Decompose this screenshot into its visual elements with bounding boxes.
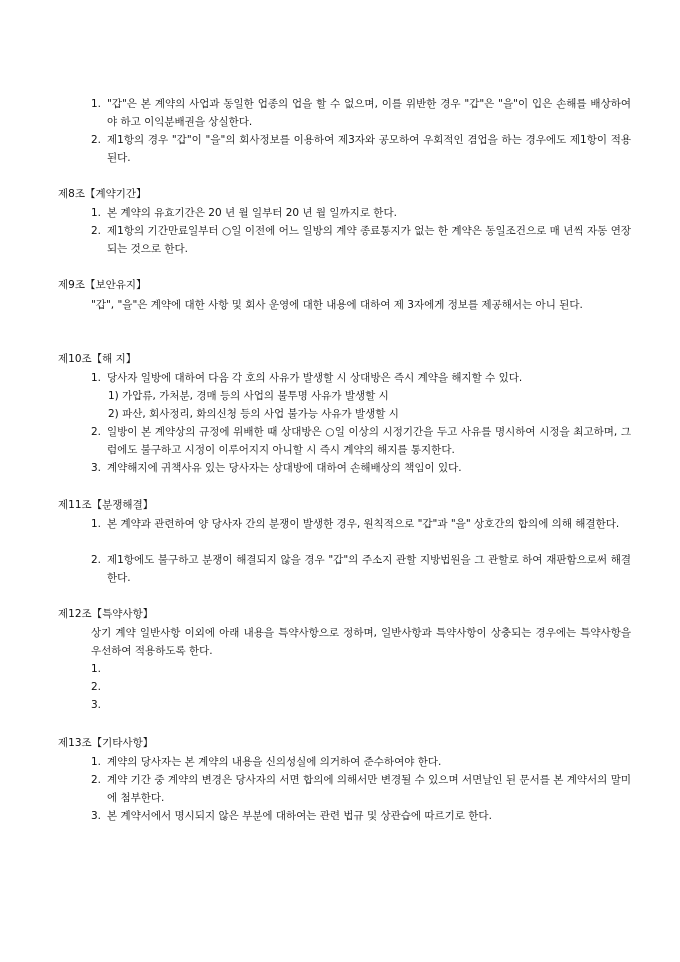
clause-text: 제1항에도 불구하고 분쟁이 해결되지 않을 경우 "갑"의 주소지 관할 지방법원을 그 관할로 하여 재판함으로써 해결한다.	[107, 554, 631, 584]
clause-text: 제1항의 경우 "갑"이 "을"의 회사정보를 이용하여 제3자와 공모하여 우회적인 겸업을 하는 경우에도 제1항이 적용된다.	[107, 134, 631, 164]
article-10-heading: 제10조【해 지】	[58, 353, 137, 365]
article-13-heading: 제13조【기타사항】	[58, 737, 154, 749]
clause-number: 3.	[91, 810, 102, 822]
clause-text: 본 계약의 유효기간은 20 년 월 일부터 20 년 월 일까지로 한다.	[107, 207, 397, 219]
clause-number: 2.	[91, 225, 102, 237]
sub-clause-item: 1) 가압류, 가처분, 경매 등의 사업의 불투명 사유가 발생할 시	[108, 390, 389, 402]
clause-item	[91, 222, 631, 258]
article-11-heading: 제11조【분쟁해결】	[58, 499, 154, 511]
clause-item	[91, 131, 631, 167]
article-12-text: 상기 계약 일반사항 이외에 아래 내용을 특약사항으로 정하며, 일반사항과 특약사항이 상충되는 경우에는 특약사항을 우선하여 적용하도록 한다.	[91, 627, 631, 657]
clause-item	[91, 807, 631, 825]
clause-number: 1.	[91, 756, 102, 768]
clause-number: 3.	[91, 462, 102, 474]
clause-item	[91, 515, 631, 533]
article-12-heading: 제12조【특약사항】	[58, 608, 154, 620]
article-9-text: "갑", "을"은 계약에 대한 사항 및 회사 운영에 대한 내용에 대하여 제 3자에게 정보를 제공해서는 아니 된다.	[91, 299, 583, 311]
clause-number: 1.	[91, 207, 102, 219]
clause-number: 1.	[91, 98, 102, 110]
clause-item	[91, 771, 631, 807]
clause-number: 2.	[91, 134, 102, 146]
clause-item	[91, 551, 631, 587]
clause-text: 본 계약서에서 명시되지 않은 부분에 대하여는 관련 법규 및 상관습에 따르기로 한다.	[107, 810, 492, 822]
clause-item	[91, 369, 631, 387]
clause-text: 계약해지에 귀책사유 있는 당사자는 상대방에 대하여 손해배상의 책임이 있다.	[107, 462, 462, 474]
clause-item	[91, 423, 631, 459]
clause-item	[91, 753, 631, 771]
clause-text: 일방이 본 계약상의 규정에 위배한 때 상대방은 ○일 이상의 시정기간을 두고 사유를 명시하여 시정을 최고하며, 그럼에도 불구하고 시정이 이루어지지 아니할 시 즉시 계약의 해지를 통지한다.	[107, 426, 631, 456]
special-clause-blank: 1.	[91, 663, 102, 675]
clause-number: 1.	[91, 518, 102, 530]
special-clause-blank: 3.	[91, 699, 102, 711]
article-9-heading: 제9조【보안유지】	[58, 279, 147, 291]
clause-text: 당사자 일방에 대하여 다음 각 호의 사유가 발생할 시 상대방은 즉시 계약을 해지할 수 있다.	[107, 372, 523, 384]
clause-number: 2.	[91, 554, 102, 566]
sub-clause-item: 2) 파산, 회사정리, 화의신청 등의 사업 불가능 사유가 발생할 시	[108, 408, 399, 420]
clause-number: 2.	[91, 774, 102, 786]
article-8-heading: 제8조【계약기간】	[58, 188, 147, 200]
clause-text: 계약의 당사자는 본 계약의 내용을 신의성실에 의거하여 준수하여야 한다.	[107, 756, 442, 768]
special-clause-blank: 2.	[91, 681, 102, 693]
clause-text: 본 계약과 관련하여 양 당사자 간의 분쟁이 발생한 경우, 원칙적으로 "갑"과 "을" 상호간의 합의에 의해 해결한다.	[107, 518, 620, 530]
clause-text: "갑"은 본 계약의 사업과 동일한 업종의 업을 할 수 없으며, 이를 위반한 경우 "갑"은 "을"이 입은 손해를 배상하여야 하고 이익분배권을 상실한다.	[107, 98, 631, 128]
clause-item	[91, 204, 631, 222]
clause-number: 1.	[91, 372, 102, 384]
clause-item	[91, 95, 631, 131]
clause-number: 2.	[91, 426, 102, 438]
clause-text: 계약 기간 중 계약의 변경은 당사자의 서면 합의에 의해서만 변경될 수 있으며 서면날인 된 문서를 본 계약서의 말미에 첨부한다.	[107, 774, 631, 804]
clause-text: 제1항의 기간만료일부터 ○일 이전에 어느 일방의 계약 종료통지가 없는 한 계약은 동일조건으로 매 년씩 자동 연장되는 것으로 한다.	[107, 225, 631, 255]
clause-item	[91, 459, 631, 477]
